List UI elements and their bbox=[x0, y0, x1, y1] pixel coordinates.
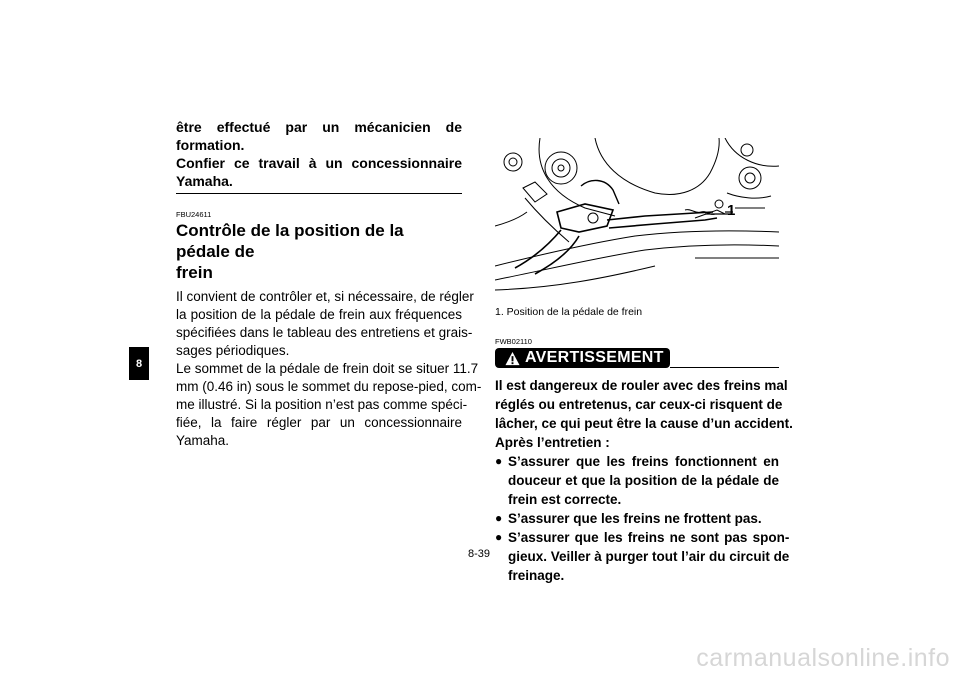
heading-line: frein bbox=[176, 263, 213, 282]
warning-text bbox=[495, 376, 793, 585]
brake-pedal-drawing bbox=[495, 138, 779, 296]
body-line: sages périodiques. bbox=[176, 343, 290, 358]
intro-line: Confier ce travail à un concessionnaire bbox=[176, 155, 462, 171]
intro-line: Yamaha. bbox=[176, 173, 233, 189]
warning-label: AVERTISSEMENT bbox=[525, 349, 664, 366]
chapter-tab bbox=[129, 347, 149, 380]
body-line: spécifiées dans le tableau des entretiens et grais- bbox=[176, 325, 473, 340]
bullet-icon: ● bbox=[495, 454, 503, 468]
bullet-line: douceur et que la position de la pédale de bbox=[508, 473, 779, 488]
bullet-line: S’assurer que les freins fonctionnent en bbox=[508, 454, 779, 469]
section-divider bbox=[176, 193, 462, 194]
left-column bbox=[176, 118, 482, 450]
section-heading bbox=[176, 220, 462, 283]
heading-line: Contrôle de la position de la pédale de bbox=[176, 221, 404, 261]
body-line: la position de la pédale de frein aux fréquences bbox=[176, 307, 462, 322]
bullet-line: frein est correcte. bbox=[508, 492, 622, 507]
warning-bullet bbox=[495, 509, 779, 528]
bullet-icon: ● bbox=[495, 511, 503, 525]
bullet-line: S’assurer que les freins ne frottent pas. bbox=[508, 511, 762, 526]
right-column bbox=[495, 138, 793, 585]
page-number: 8-39 bbox=[468, 548, 491, 560]
callout-number: 1 bbox=[727, 202, 736, 219]
bullet-line: freinage. bbox=[508, 568, 565, 583]
body-line: fiée, la faire régler par un concessionnaire bbox=[176, 415, 462, 430]
warning-bullet bbox=[495, 452, 779, 509]
chapter-tab-number: 8 bbox=[135, 357, 143, 370]
warning-code: FWB02110 bbox=[495, 337, 532, 346]
warning-triangle-icon bbox=[505, 351, 520, 366]
warning-line: lâcher, ce qui peut être la cause d’un accident. bbox=[495, 416, 793, 431]
intro-paragraph bbox=[176, 118, 462, 190]
brake-pedal-illustration bbox=[495, 138, 779, 296]
body-line: Il convient de contrôler et, si nécessaire, de régler bbox=[176, 289, 474, 304]
warning-line: réglés ou entretenus, car ceux-ci risquent de bbox=[495, 397, 783, 412]
body-line: mm (0.46 in) sous le sommet du repose-pied, com- bbox=[176, 379, 482, 394]
intro-line: être effectué par un mécanicien de formation. bbox=[176, 119, 462, 153]
warning-rule bbox=[670, 367, 779, 368]
bullet-line: gieux. Veiller à purger tout l’air du circuit de bbox=[508, 549, 790, 564]
warning-header bbox=[495, 348, 779, 368]
body-line: me illustré. Si la position n’est pas comme spéci- bbox=[176, 397, 468, 412]
bullet-line: S’assurer que les freins ne sont pas spon- bbox=[508, 530, 790, 545]
warning-badge bbox=[495, 348, 670, 368]
warning-line: Après l’entretien : bbox=[495, 435, 610, 450]
body-line: Le sommet de la pédale de frein doit se situer 11.7 bbox=[176, 361, 479, 376]
section-body bbox=[176, 288, 482, 450]
watermark: carmanualsonline.info bbox=[696, 644, 950, 672]
bullet-icon: ● bbox=[495, 530, 503, 544]
figure-caption: 1. Position de la pédale de frein bbox=[495, 306, 643, 318]
warning-bullet bbox=[495, 528, 790, 585]
section-code: FBU24611 bbox=[176, 210, 212, 219]
body-line: Yamaha. bbox=[176, 433, 230, 448]
warning-line: Il est dangereux de rouler avec des freins mal bbox=[495, 378, 788, 393]
